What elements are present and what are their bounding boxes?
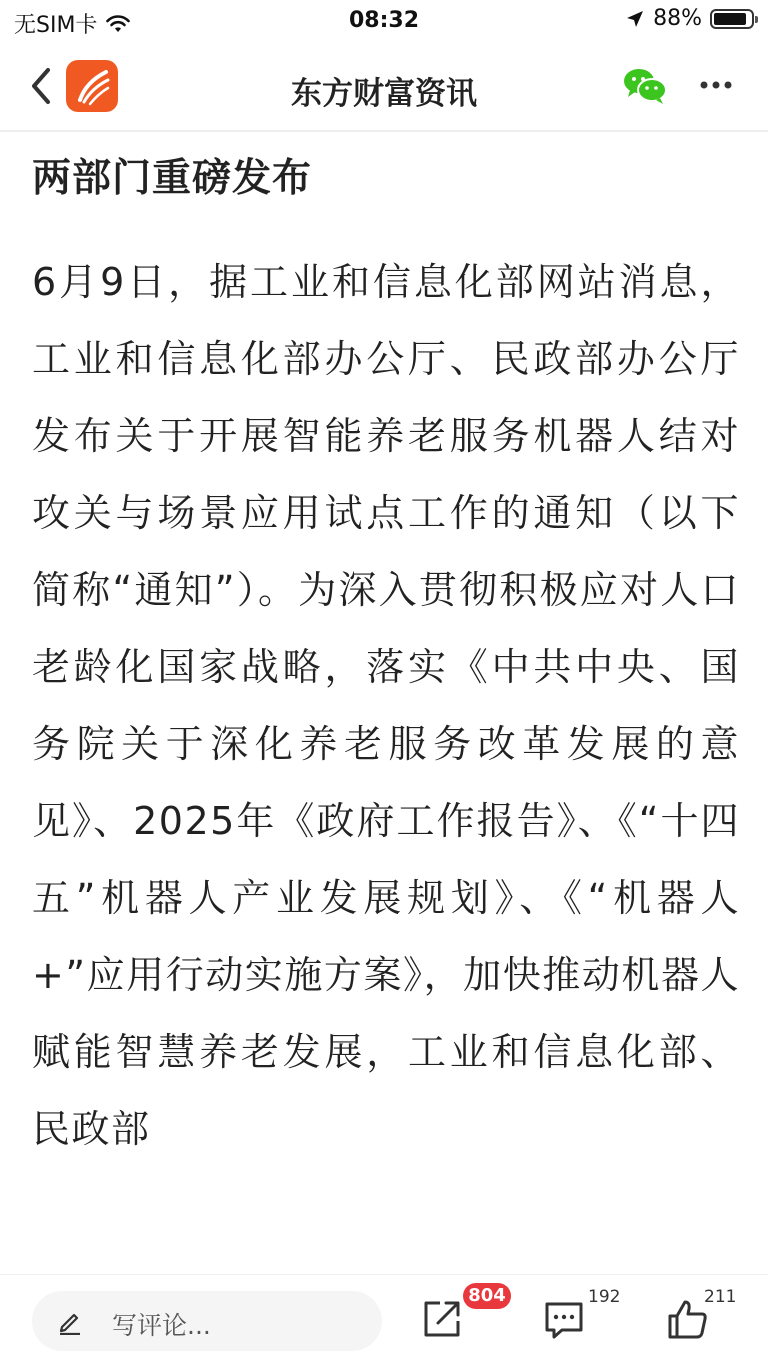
status-bar	[0, 0, 768, 44]
carrier-label: 无SIM卡	[14, 13, 98, 38]
status-time: 08:32	[348, 8, 420, 33]
like-count: 211	[704, 1287, 737, 1307]
battery-cap	[755, 16, 758, 23]
location-icon	[625, 9, 645, 29]
battery-icon	[710, 9, 754, 29]
battery-percent: 88%	[653, 6, 702, 31]
status-right	[625, 6, 754, 31]
page-title: 东方财富资讯	[291, 76, 477, 112]
more-icon[interactable]	[696, 70, 736, 100]
nav-bar	[0, 44, 768, 132]
article-paragraph: 6月9日，据工业和信息化部网站消息，工业和信息化部办公厅、民政部办公厅发布关于开展智能养老服务机器人结对攻关与场景应用试点工作的通知（以下简称“通知”）。为深入贯彻积极应对人口老龄化国家战略，落实《中共中央、国务院关于深化养老服务改革发展的意见》、2025年《政府工作报告》、《“十四五”机器人产业发展规划》、《“机器人+”应用行动实施方案》，加快推动机器人赋能智慧养老发展，工业和信息化部、民政部	[32, 260, 740, 1151]
comment-input[interactable]	[32, 1291, 382, 1351]
battery-fill	[714, 13, 746, 25]
share-badge: 804	[463, 1283, 511, 1309]
comment-count: 192	[588, 1287, 621, 1307]
bottom-bar	[0, 1274, 768, 1368]
article-body	[32, 134, 740, 1272]
pen-icon	[56, 1307, 84, 1335]
wechat-icon[interactable]	[622, 66, 668, 106]
comment-placeholder: 写评论...	[112, 1311, 211, 1340]
section-title: 两部门重磅发布	[32, 156, 313, 201]
share-icon[interactable]	[420, 1297, 464, 1341]
comment-icon[interactable]	[542, 1297, 586, 1341]
